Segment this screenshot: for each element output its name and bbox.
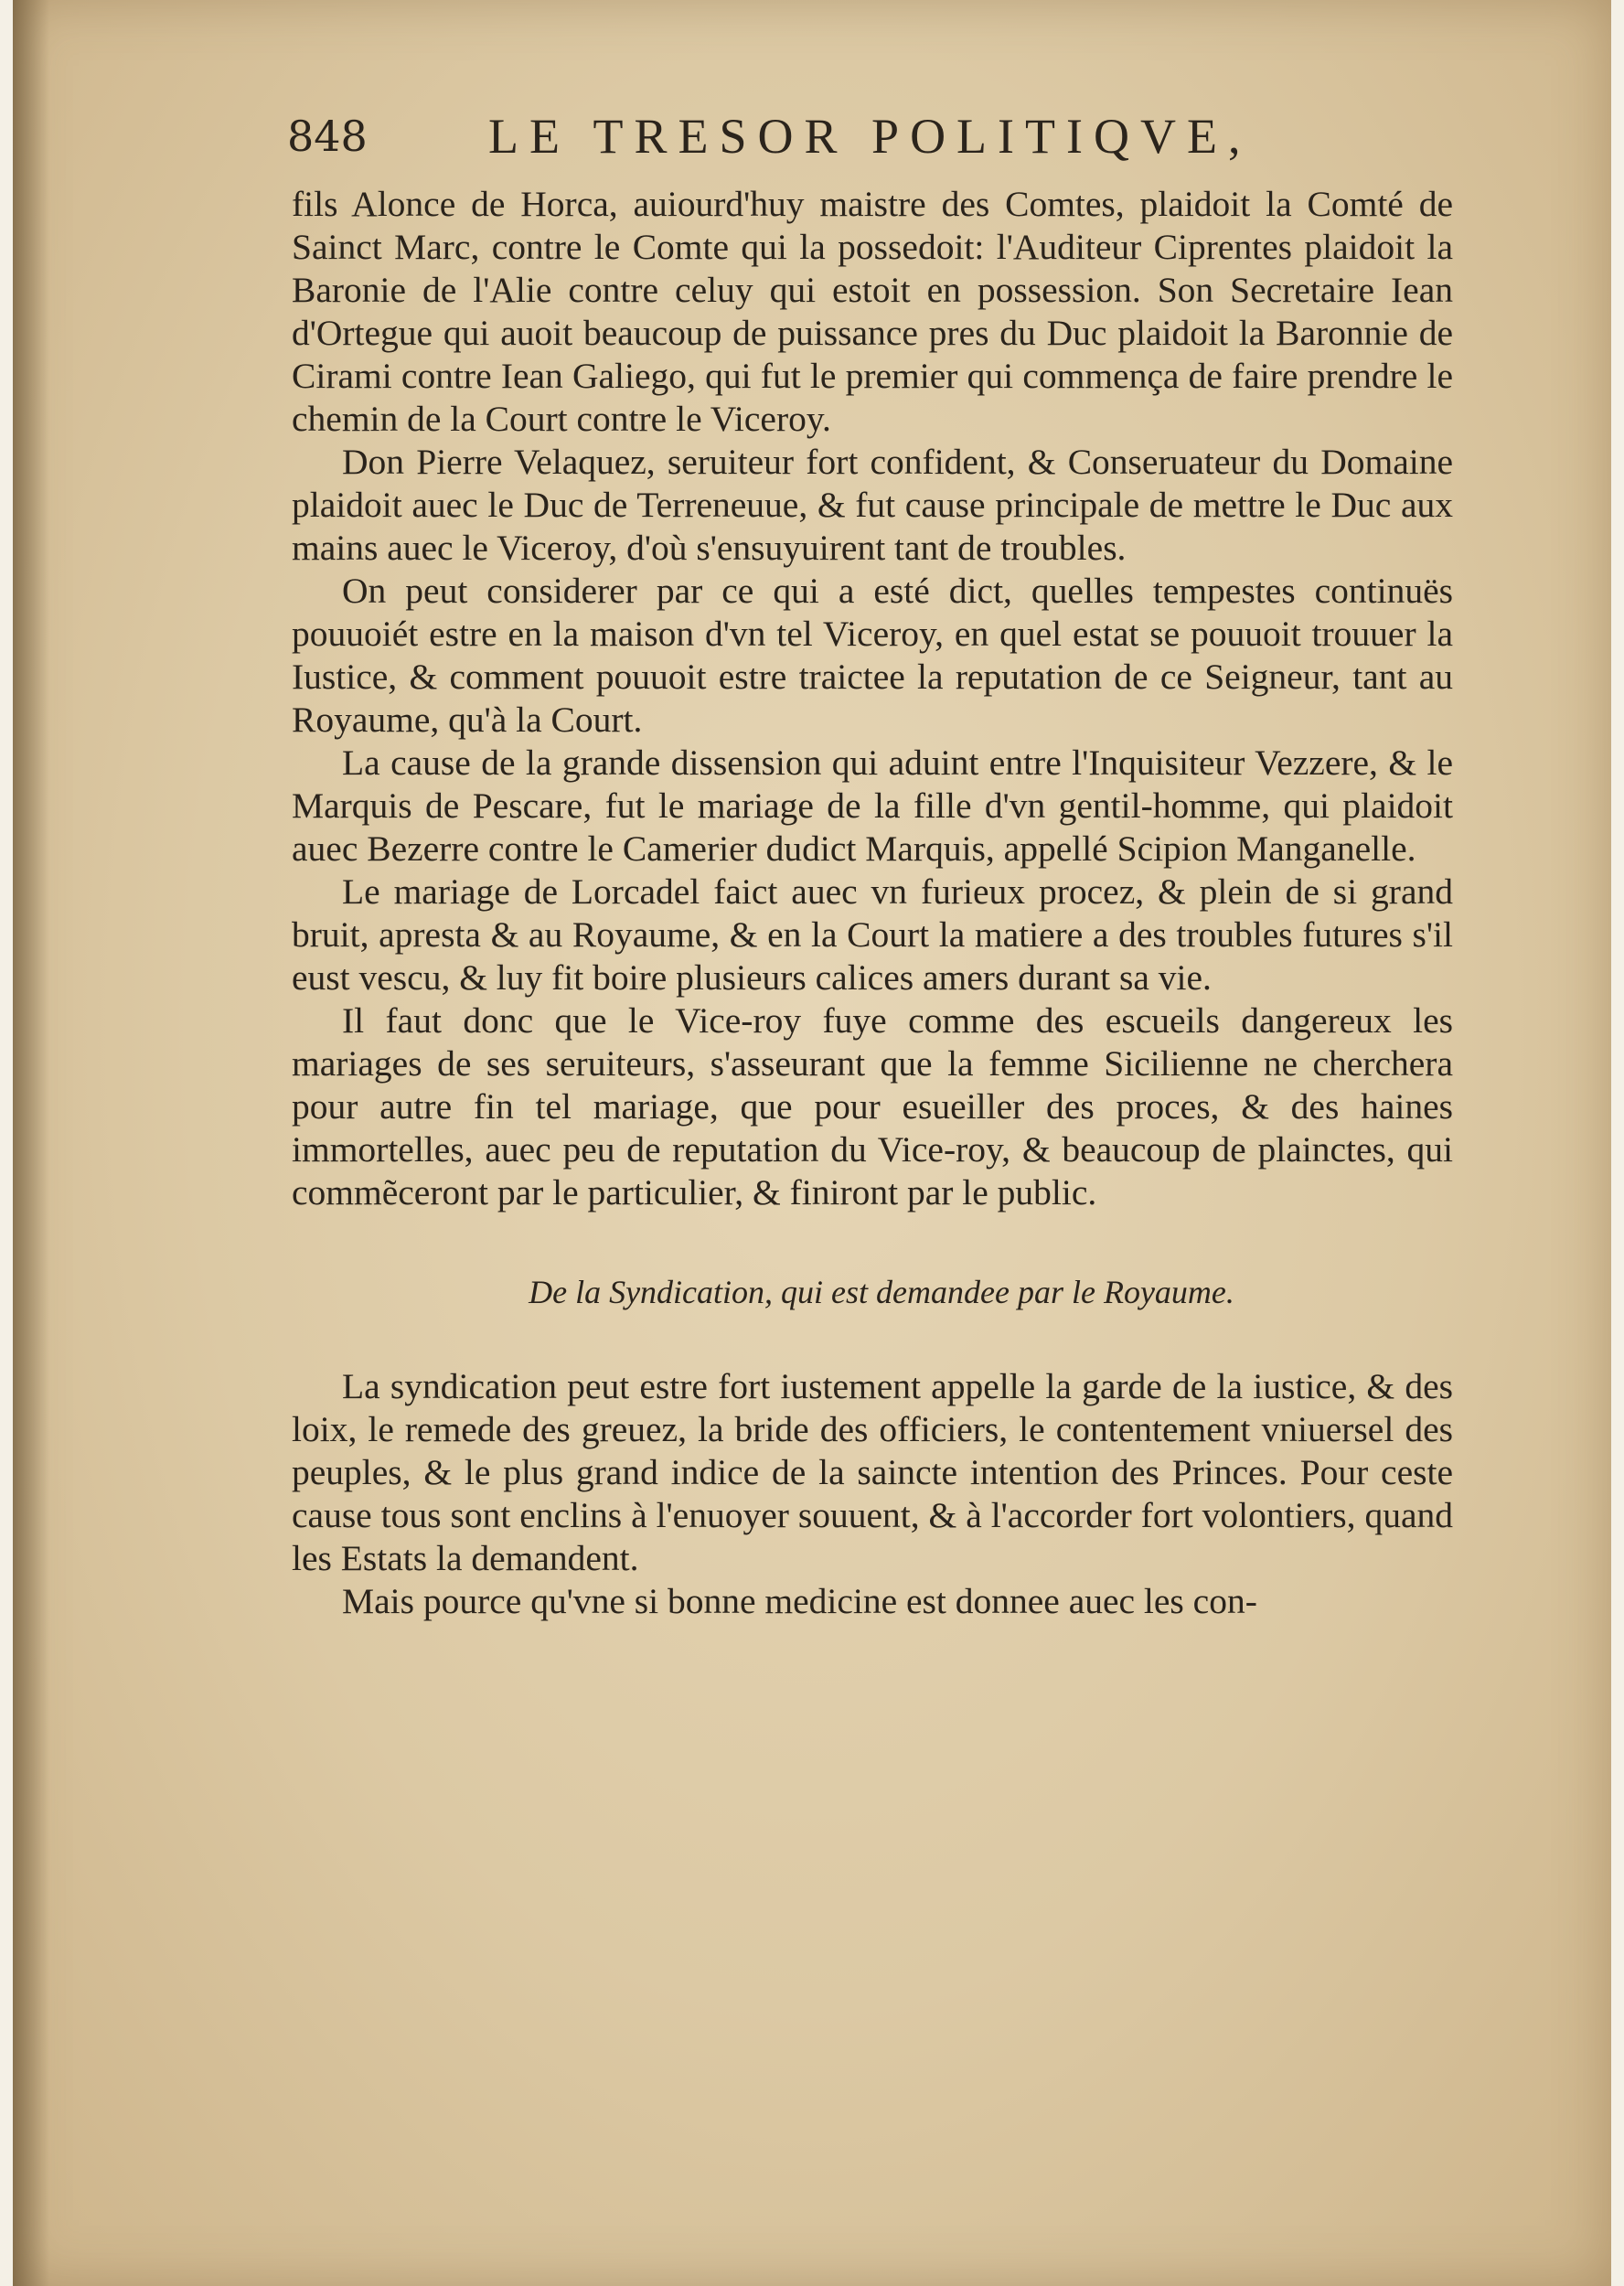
section-heading: De la Syndication, qui est demandee par le Royaume. — [529, 1274, 1234, 1310]
running-title: LE TRESOR POLITIQVE, — [488, 109, 1252, 164]
paragraph: Il faut donc que le Vice-roy fuye comme des escueils dangereux les mariages de ses seruiteurs, s'asseurant que la femme Sicilienne ne cherchera pour autre fin tel mariage, que pour esueiller des proces, & des haines immortelles, auec peu de reputation du Vice-roy, & beaucoup de plainctes, qui commẽceront par le particulier, & finiront par le public. — [292, 1000, 1453, 1212]
paragraph: La cause de la grande dissension qui aduint entre l'Inquisiteur Vezzere, & le Marquis de Pescare, fut le mariage de la fille d'vn gentil-homme, qui plaidoit auec Bezerre contre le Camerier dudict Marquis, appellé Scipion Manganelle. — [292, 742, 1453, 869]
book-page — [13, 0, 1611, 2286]
main-text — [292, 183, 1453, 1623]
paragraph: Mais pource qu'vne si bonne medicine est donnee auec les con- — [342, 1581, 1257, 1621]
paragraph: Don Pierre Velaquez, seruiteur fort confident, & Conseruateur du Domaine plaidoit auec le Duc de Terreneuue, & fut cause principale de mettre le Duc aux mains auec le Viceroy, d'où s'ensuyuirent tant de troubles. — [292, 442, 1453, 568]
binding-shadow — [13, 0, 49, 2286]
page-number: 848 — [287, 112, 368, 161]
paragraph: fils Alonce de Horca, auiourd'huy maistre des Comtes, plaidoit la Comté de Sainct Marc, contre le Comte qui la possedoit: l'Auditeur Ciprentes plaidoit la Baronie de l'Alie contre celuy qui estoit en possession. Son Secretaire Iean d'Ortegue qui auoit beaucoup de puissance pres du Duc plaidoit la Baronnie de Cirami contre Iean Galiego, qui fut le premier qui commença de faire prendre le chemin de la Court contre le Viceroy. — [292, 184, 1453, 439]
paragraph: Le mariage de Lorcadel faict auec vn furieux procez, & plein de si grand bruit, apresta & au Royaume, & en la Court la matiere a des troubles futures s'il eust vescu, & luy fit boire plusieurs calices amers durant sa vie. — [292, 871, 1453, 998]
paragraph: La syndication peut estre fort iustement appelle la garde de la iustice, & des loix, le remede des greuez, la bride des officiers, le contentement vniuersel des peuples, & le plus grand indice de la saincte intention des Princes. Pour ceste cause tous sont enclins à l'enuoyer souuent, & à l'accorder fort volontiers, quand les Estats la demandent. — [292, 1366, 1453, 1578]
paragraph: On peut considerer par ce qui a esté dict, quelles tempestes continuës pouuoiét estre en la maison d'vn tel Viceroy, en quel estat se pouuoit trouuer la Iustice, & comment pouuoit estre traictee la reputation de ce Seigneur, tant au Royaume, qu'à la Court. — [292, 571, 1453, 740]
